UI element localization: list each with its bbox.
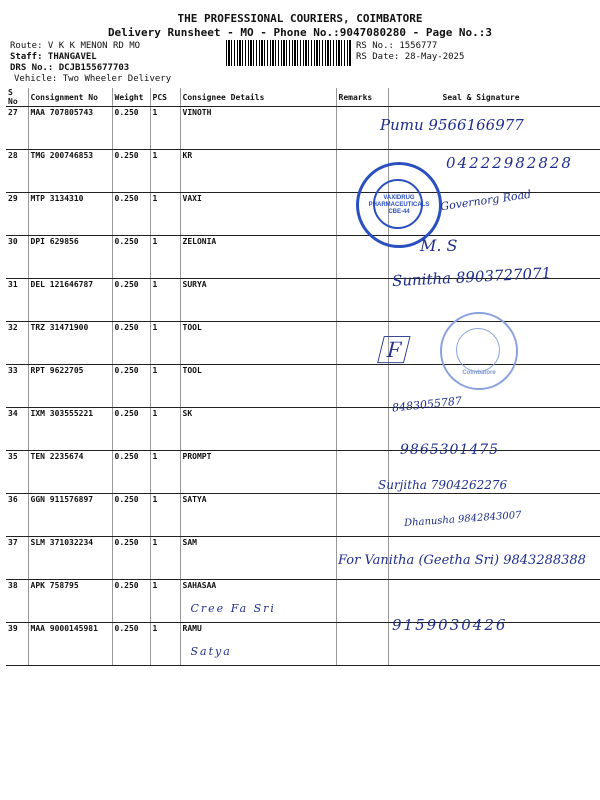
- col-header-consignment: Consignment No: [28, 88, 112, 107]
- consignee-name: SAHASAA: [182, 581, 217, 590]
- row-remarks: [336, 623, 388, 666]
- row-consignment-no: IXM 303555221: [28, 408, 112, 451]
- col-header-weight: Weight: [112, 88, 150, 107]
- runsheet-subtitle: Delivery Runsheet - MO - Phone No.:9047080280 - Page No.:3: [107, 26, 493, 39]
- row-consignment-no: APK 758795: [28, 580, 112, 623]
- route-label: Route: V K K MENON RD MO: [10, 41, 141, 51]
- row-remarks: [336, 279, 388, 322]
- table-row: [6, 279, 600, 322]
- row-sno: 37: [6, 537, 28, 580]
- row-consignment-no: MTP 3134310: [28, 193, 112, 236]
- row-weight: 0.250: [112, 408, 150, 451]
- round-stamp: [440, 312, 518, 390]
- drs-number: DRS No.: DCJB155677703: [10, 63, 130, 73]
- consignee-name: ZELONIA: [182, 237, 217, 246]
- consignee-name: SATYA: [182, 495, 207, 504]
- row-weight: 0.250: [112, 150, 150, 193]
- col-header-remarks: Remarks: [336, 88, 388, 107]
- row-consignee: [180, 236, 336, 279]
- table-header-row: [6, 88, 600, 107]
- signature-row-31: Sunitha 8903727071: [391, 263, 552, 291]
- signature-row-27: Pumu 9566166977: [380, 116, 524, 134]
- row-pcs: 1: [150, 408, 180, 451]
- row-pcs: 1: [150, 537, 180, 580]
- signature-row-30: M. S: [420, 236, 458, 255]
- barcode: [226, 40, 352, 66]
- row-sno: 29: [6, 193, 28, 236]
- row-consignee: [180, 150, 336, 193]
- table-row: [6, 623, 600, 666]
- row-pcs: 1: [150, 451, 180, 494]
- row-consignment-no: TEN 2235674: [28, 451, 112, 494]
- vehicle-label: Vehicle: Two Wheeler Delivery: [14, 74, 172, 84]
- signature-row-35: 9865301475: [400, 442, 500, 458]
- company-title: THE PROFESSIONAL COURIERS, COIMBATORE: [177, 12, 423, 25]
- row-pcs: 1: [150, 580, 180, 623]
- row-sno: 27: [6, 107, 28, 150]
- stamp-text: Coimbatore: [462, 370, 496, 376]
- row-consignee: [180, 279, 336, 322]
- row-weight: 0.250: [112, 322, 150, 365]
- consignee-name: PROMPT: [182, 452, 212, 461]
- row-weight: 0.250: [112, 365, 150, 408]
- row-weight: 0.250: [112, 623, 150, 666]
- row-consignee: [180, 365, 336, 408]
- rs-number: RS No.: 1556777: [356, 41, 438, 51]
- row-weight: 0.250: [112, 580, 150, 623]
- row-remarks: [336, 494, 388, 537]
- row-remarks: [336, 408, 388, 451]
- row-sno: 39: [6, 623, 28, 666]
- signature-row-36: Surjitha 7904262276: [378, 478, 508, 492]
- row-sno: 35: [6, 451, 28, 494]
- table-row: [6, 580, 600, 623]
- row-consignment-no: RPT 9622705: [28, 365, 112, 408]
- row-weight: 0.250: [112, 193, 150, 236]
- rs-date: RS Date: 28-May-2025: [356, 52, 465, 62]
- row-consignee: [180, 451, 336, 494]
- consignee-name: VAXI: [182, 194, 202, 203]
- signature-row-28: 04222982828: [446, 154, 573, 172]
- row-consignment-no: GGN 911576897: [28, 494, 112, 537]
- row-pcs: 1: [150, 365, 180, 408]
- row-consignment-no: MAA 707805743: [28, 107, 112, 150]
- consignee-name: SK: [182, 409, 193, 418]
- row-sno: 28: [6, 150, 28, 193]
- row-sno: 30: [6, 236, 28, 279]
- col-header-pcs: PCS: [150, 88, 180, 107]
- row-sno: 34: [6, 408, 28, 451]
- consignee-name: KR: [182, 151, 193, 160]
- row-remarks: [336, 580, 388, 623]
- row-pcs: 1: [150, 279, 180, 322]
- row-consignment-no: DPI 629856: [28, 236, 112, 279]
- row-sno: 33: [6, 365, 28, 408]
- consignee-name: RAMU: [182, 624, 202, 633]
- row-consignment-no: SLM 371032234: [28, 537, 112, 580]
- handwritten-note: Cree Fa Sri: [190, 602, 276, 615]
- stamp-text: VAXIDRUG PHARMACEUTICALS CBE-44: [368, 195, 430, 215]
- row-weight: 0.250: [112, 494, 150, 537]
- row-sno: 36: [6, 494, 28, 537]
- col-header-consignee: Consignee Details: [180, 88, 336, 107]
- row-pcs: 1: [150, 150, 180, 193]
- signature-row-34: 8483055787: [391, 394, 463, 415]
- row-consignee: [180, 107, 336, 150]
- row-consignee: [180, 408, 336, 451]
- signature-row-39: 9159030426: [392, 616, 508, 634]
- table-row: [6, 451, 600, 494]
- row-pcs: 1: [150, 107, 180, 150]
- row-weight: 0.250: [112, 279, 150, 322]
- row-sno: 38: [6, 580, 28, 623]
- row-consignee: [180, 537, 336, 580]
- row-weight: 0.250: [112, 537, 150, 580]
- row-consignee: [180, 322, 336, 365]
- signature-row-32-33: 🄵: [376, 334, 406, 369]
- table-row: [6, 408, 600, 451]
- row-consignee: [180, 193, 336, 236]
- row-consignment-no: TRZ 31471900: [28, 322, 112, 365]
- row-pcs: 1: [150, 236, 180, 279]
- row-sno: 32: [6, 322, 28, 365]
- consignee-name: SURYA: [182, 280, 207, 289]
- row-consignment-no: MAA 9000145981: [28, 623, 112, 666]
- handwritten-note: Satya: [190, 645, 232, 658]
- row-consignment-no: TMG 200746853: [28, 150, 112, 193]
- signature-row-38: For Vanitha (Geetha Sri) 9843288388: [338, 553, 586, 568]
- consignee-name: TOOL: [182, 323, 202, 332]
- consignee-name: VINOTH: [182, 108, 212, 117]
- row-weight: 0.250: [112, 236, 150, 279]
- row-pcs: 1: [150, 322, 180, 365]
- row-consignee: [180, 494, 336, 537]
- row-remarks: [336, 365, 388, 408]
- row-weight: 0.250: [112, 107, 150, 150]
- staff-label: Staff: THANGAVEL: [10, 52, 97, 62]
- row-consignee: [180, 580, 336, 623]
- row-consignment-no: DEL 121646787: [28, 279, 112, 322]
- row-weight: 0.250: [112, 451, 150, 494]
- signature-row-37: Dhanusha 9842843007: [403, 509, 522, 530]
- row-pcs: 1: [150, 623, 180, 666]
- col-header-signature: Seal & Signature: [388, 88, 600, 107]
- row-pcs: 1: [150, 193, 180, 236]
- row-sno: 31: [6, 279, 28, 322]
- runsheet-table: [6, 88, 600, 666]
- consignee-name: TOOL: [182, 366, 202, 375]
- consignee-name: SAM: [182, 538, 197, 547]
- row-pcs: 1: [150, 494, 180, 537]
- col-header-sno: S No: [6, 88, 28, 107]
- row-consignee: [180, 623, 336, 666]
- signature-row-29: Governorg Road: [439, 187, 532, 214]
